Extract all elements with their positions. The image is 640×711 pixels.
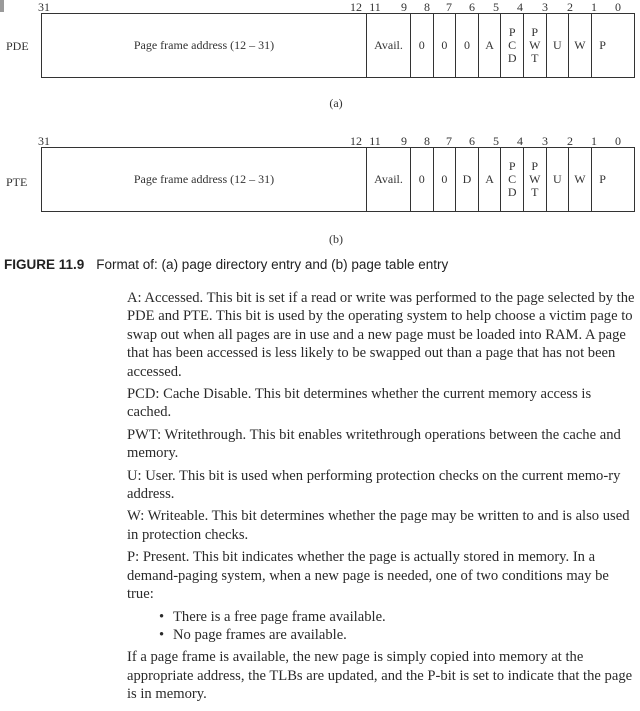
bit-number: 1 <box>591 0 597 14</box>
pwt-letter: P <box>531 159 539 173</box>
bit-number: 5 <box>493 0 499 14</box>
bit-number: 3 <box>542 0 548 14</box>
bit-number: 9 <box>401 134 407 148</box>
bit-number: 0 <box>615 0 621 14</box>
body-text <box>127 289 635 708</box>
pwt-letter: P <box>531 25 539 39</box>
pwt-paragraph: PWT: Writethrough. This bit enables writethrough operations between the cache and memory. <box>127 426 621 462</box>
bit-number: 31 <box>38 134 50 148</box>
bit-number: 12 <box>350 0 362 14</box>
pwt-letter: W <box>529 38 541 52</box>
closing-paragraph: If a page frame is available, the new page is simply copied into memory at the appropriate address, the TLBs are updated, and the P-bit is set to indicate that the page is in memory. <box>127 649 633 703</box>
pcd-bit-field <box>500 148 523 211</box>
bit8-field: 0 <box>410 148 433 211</box>
avail-field: Avail. <box>366 148 410 211</box>
bit-number: 0 <box>615 134 621 148</box>
pde-label: PDE <box>6 39 29 53</box>
bit-number: 1 <box>591 134 597 148</box>
dirty-bit-field: D <box>455 148 478 211</box>
bit-number: 3 <box>542 134 548 148</box>
address-field: Page frame address (12 – 31) <box>133 38 275 52</box>
writeable-paragraph: W: Writeable. This bit determines whether the page may be written to and is also used in protection checks. <box>127 508 630 543</box>
bit-number: 2 <box>567 134 573 148</box>
writeable-bit-field: W <box>568 148 591 211</box>
bit-number: 11 <box>369 0 381 14</box>
pcd-letter: D <box>507 185 517 199</box>
list-item: • There is a free page frame available. <box>173 608 635 626</box>
bit-number: 12 <box>350 134 362 148</box>
bit-number: 4 <box>517 134 523 148</box>
accessed-bit-field: A <box>478 14 501 77</box>
figure-caption-text: Format of: (a) page directory entry and (b) page table entry <box>96 257 449 272</box>
pcd-letter: D <box>507 51 517 65</box>
bit-number: 6 <box>469 0 475 14</box>
bit7-field: 0 <box>433 148 456 211</box>
pwt-bit-field <box>523 148 546 211</box>
pte-label: PTE <box>6 175 28 189</box>
avail-field: Avail. <box>366 14 410 77</box>
user-bit-field: U <box>546 148 569 211</box>
pcd-letter: P <box>508 159 516 173</box>
bit-number: 7 <box>446 0 452 14</box>
bit6-field: 0 <box>455 14 478 77</box>
bit-number: 8 <box>424 134 430 148</box>
accessed-bit-field: A <box>478 148 501 211</box>
accessed-paragraph: A: Accessed. This bit is set if a read or write was performed to the page selected by the PDE and PTE. This bit is used by the operating system to help choose a victim page to swap out when all pages are in use and a new page must be loaded into RAM. A page that has been accessed is less likely to be swapped out than a page that has not been accessed. <box>127 290 635 380</box>
bit-number: 2 <box>567 0 573 14</box>
pwt-letter: T <box>531 51 539 65</box>
list-item: • No page frames are available. <box>173 626 635 644</box>
pcd-letter: C <box>508 172 517 186</box>
bit-number: 4 <box>517 0 523 14</box>
bit-number: 5 <box>493 134 499 148</box>
bit-number: 6 <box>469 134 475 148</box>
present-paragraph: P: Present. This bit indicates whether the page is actually stored in memory. In a demand-paging system, when a new page is needed, one of two conditions may be true: <box>127 549 609 603</box>
figure-caption <box>4 257 448 272</box>
pte-entry-row <box>41 147 635 212</box>
bit-number: 9 <box>401 0 407 14</box>
bit8-field: 0 <box>410 14 433 77</box>
subfigure-caption-a: (a) <box>329 96 343 110</box>
pcd-letter: C <box>508 38 517 52</box>
bit-number: 11 <box>369 134 381 148</box>
figure-number: FIGURE 11.9 <box>4 257 85 272</box>
pcd-bit-field <box>500 14 523 77</box>
pcd-paragraph: PCD: Cache Disable. This bit determines whether the current memory access is cached. <box>127 386 592 421</box>
pcd-letter: P <box>508 25 516 39</box>
user-paragraph: U: User. This bit is used when performing protection checks on the current memo-ry address. <box>127 467 621 503</box>
pde-entry-row <box>41 13 635 78</box>
bit-number: 31 <box>38 0 50 14</box>
pwt-bit-field <box>523 14 546 77</box>
condition-list <box>127 608 635 645</box>
bit7-field: 0 <box>433 14 456 77</box>
user-bit-field: U <box>546 14 569 77</box>
subfigure-caption-b: (b) <box>329 232 343 246</box>
present-bit-field: P <box>591 14 614 77</box>
writeable-bit-field: W <box>568 14 591 77</box>
bit-number: 7 <box>446 134 452 148</box>
pwt-letter: T <box>531 185 539 199</box>
present-bit-field: P <box>591 148 614 211</box>
address-field: Page frame address (12 – 31) <box>133 172 275 186</box>
pwt-letter: W <box>529 172 541 186</box>
bit-number: 8 <box>424 0 430 14</box>
